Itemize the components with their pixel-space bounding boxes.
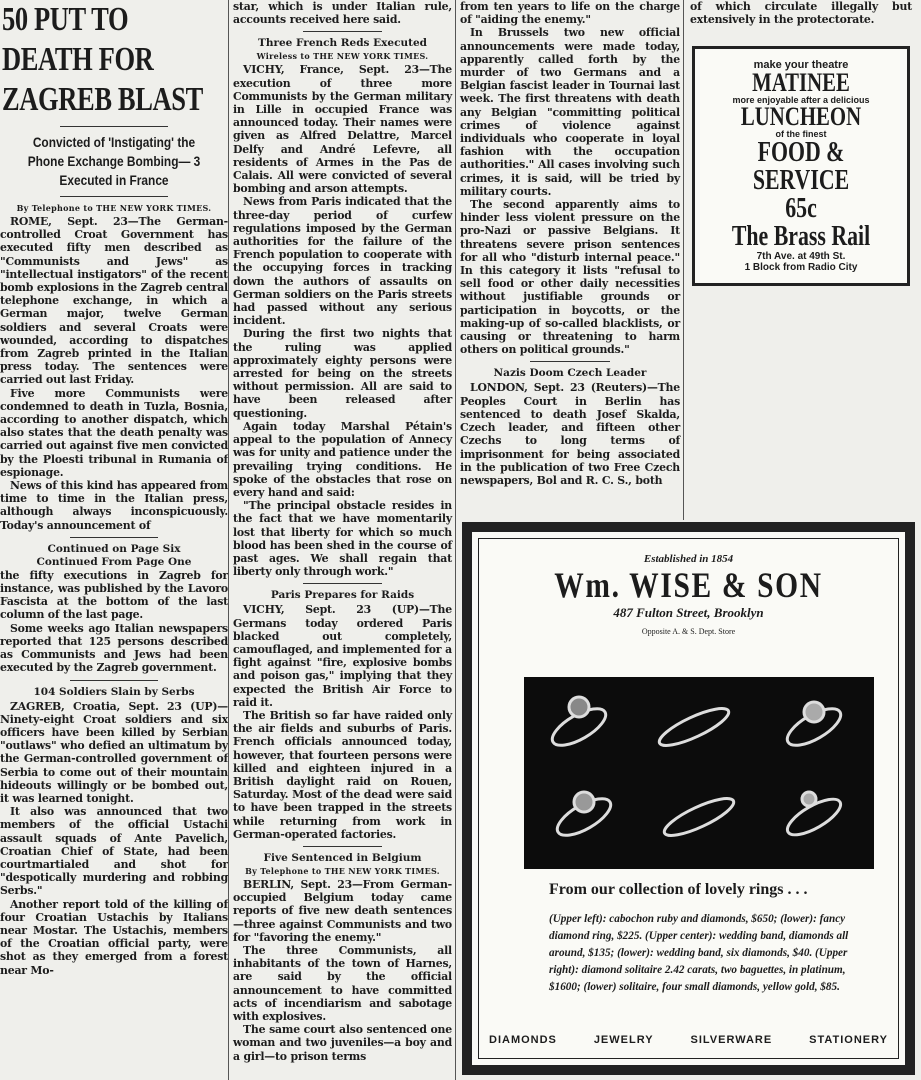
paragraph: The second apparently aims to hinder less violent pressure on the pro-Nazi or passive Belgians. It threatens severe prison sentences for all who "disturb internal peace." In this category it lists "refusal to sell food or other daily necessities without justifiable grounds or participation in boycotts, or the making-up of so-called blacklists, or causing or threatening to harm others on political grounds." <box>460 198 680 357</box>
subhead: Five Sentenced in Belgium <box>263 851 422 864</box>
ad-line: of the finest <box>775 129 827 139</box>
divider <box>70 537 158 538</box>
paragraph: ZAGREB, Croatia, Sept. 23 (UP)—Ninety-eight Croat soldiers and six officers have been killed by Serbian "outlaws" who defied an ultimatum by the German-controlled government of Serbia to come out of their mountain hideouts willingly or be bombed out, it was learned tonight. <box>0 699 228 805</box>
paragraph: The three Communists, all inhabitants of the town of Harnes, are said by the official announcement to have committed acts of incendiarism and sabotage with explosives. <box>233 944 452 1024</box>
paragraph: News of this kind has appeared from time to time in the Italian press, although always inconspicuously. Today's announcement of <box>0 479 228 532</box>
footer-item: DIAMONDS <box>489 1034 557 1046</box>
paragraph: ROME, Sept. 23—The German-controlled Croat Government has executed fifty men described as "Communists and Jews" as "intellectual instigators" of the recent bomb explosions in the Zagreb central telephone exchange, in which a German major, twelve German soldiers and several Croats were wounded, according to dispatches from Zagreb printed in the Italian press today. The sentences were carried out last Friday. <box>0 215 228 387</box>
subhead: Three French Reds Executed <box>258 37 427 50</box>
ad-line: make your theatre <box>753 59 849 71</box>
ad-brand: The Brass Rail <box>731 221 871 252</box>
divider <box>70 680 158 681</box>
paragraph: of which circulate illegally but extensively in the protectorate. <box>690 0 912 27</box>
divider <box>60 126 168 127</box>
paragraph: LONDON, Sept. 23 (Reuters)—The Peoples Court in Berlin has sentenced to death Josef Skalda, Czech leader, and fifteen other Czechs to long terms of imprisonment for being associated in the publication of two Free Czech newspapers, Bol and R. C. S., both <box>460 381 680 487</box>
headline-text: 50 PUT TO DEATH FOR ZAGREB BLAST <box>2 1 203 118</box>
footer-item: JEWELRY <box>593 1034 654 1046</box>
paragraph: Another report told of the killing of four Croatian Ustachis by Italians near Mostar. The Ustachis, members of the Croatian official party, were shot as they emerged from a forest near Mo- <box>0 897 228 977</box>
column-3 <box>457 0 684 520</box>
paragraph: the fifty executions in Zagreb for instance, was published by the Lavoro Fascista at the bottom of the last column of the last page. <box>0 568 228 622</box>
rings-icon <box>524 677 874 869</box>
credit: Wireless to THE NEW YORK TIMES. <box>256 51 429 62</box>
ad-line: MATINEE <box>752 68 850 97</box>
divider <box>303 583 382 584</box>
credit: By Telephone to THE NEW YORK TIMES. <box>245 865 440 876</box>
ad-price: 65c <box>785 193 817 224</box>
credit: By Telephone to THE NEW YORK TIMES. <box>16 203 212 213</box>
paragraph: Again today Marshal Pétain's appeal to the population of Annecy was for unity and patience under the prevailing trying conditions. He spoke of the obstacles that rose on every hand and said: <box>233 419 452 499</box>
paragraph: During the first two nights that the ruling was applied approximately eighty persons were arrested for being on the streets without permission. All are said to have been released after questioning. <box>233 327 452 420</box>
paragraph: The British so far have raided only the air fields and suburbs of Paris. French officials announced today, however, that fourteen persons were killed and eighteen injured in a British daylight raid on Rouen, Saturday. Most of the dead were said to have been trapped in the streets while returning from work in German-operated factories. <box>233 708 452 841</box>
paragraph: VICHY, Sept. 23 (UP)—The Germans today ordered Paris blacked out completely, camouflaged, and implemented for a fight against "fire, explosive bombs and poison gas," implying that they expected the British Air Force to raid it. <box>233 603 452 709</box>
ad-established: Established in 1854 <box>643 553 734 565</box>
paragraph: Five more Communists were condemned to death in Tuzla, Bosnia, according to another dispatch, which also states that the death penalty was carried out against five men convicted by the Ploesti tribunal in Rumania of espionage. <box>0 386 228 479</box>
paragraph: from ten years to life on the charge of "aiding the enemy." <box>460 0 680 27</box>
brass-rail-ad <box>692 46 910 286</box>
paragraph: News from Paris indicated that the three-day period of curfew regulations imposed by the German authorities for the failure of the French population to cooperate with the occupying forces in tracking down the authors of assaults on German soldiers on the Paris streets had passed without any serious incident. <box>233 195 452 328</box>
rings-photo <box>524 677 874 869</box>
subhead: Nazis Doom Czech Leader <box>493 367 647 380</box>
ad-location: 1 Block from Radio City <box>744 262 858 273</box>
divider <box>303 846 382 847</box>
ad-inner-frame <box>478 538 899 1059</box>
ad-description: (Upper left): cabochon ruby and diamonds, $650; (lower): fancy diamond ring, $225. (Upper center): wedding band, diamonds all around, $135; (lower): wedding band, six diamonds, $40. (Upper right): diamond solitaire 2.42 carats, two baguettes, in platinum, $1600; (lower) solitaire, four small diamonds, yellow gold, $85. <box>549 913 849 993</box>
column-2 <box>230 0 456 1080</box>
paragraph: BERLIN, Sept. 23—From German-occupied Belgium today came reports of five new death sentences —three against Communists and two for "favoring the enemy." <box>233 877 452 944</box>
continued-from: Continued From Page One <box>36 555 192 568</box>
ad-footer <box>489 1034 888 1046</box>
wise-son-ad <box>462 522 915 1075</box>
ad-address: 487 Fulton Street, Brooklyn <box>613 605 764 620</box>
ad-address: 7th Ave. at 49th St. <box>756 251 846 262</box>
footer-item: STATIONERY <box>809 1034 888 1046</box>
paragraph: star, which is under Italian rule, accounts received here said. <box>233 0 452 27</box>
paragraph: It also was announced that two members of the official Ustachi assault squads of Ante Pavelich, Croatian Chief of State, had been courtmartialed and shot for "despotically murdering and robbing Serbs." <box>0 805 228 898</box>
paragraph: In Brussels two new official announcements were made today, apparently called forth by the murder of two Germans and a Belgian fascist leader in Tournai last week. The first threatens with death any Belgian "committing political crimes of violence against individuals who cooperate in loyal fashion with the occupation authorities." All cases involving such crimes, it is said, will be tried by military courts. <box>460 26 680 198</box>
ad-opposite: Opposite A. & S. Dept. Store <box>641 627 736 636</box>
footer-item: SILVERWARE <box>690 1034 773 1046</box>
column-4-top <box>686 0 916 40</box>
continued-on: Continued on Page Six <box>47 542 181 555</box>
ad-brand: Wm. WISE & SON <box>554 565 823 605</box>
divider <box>530 361 610 362</box>
ad-line: FOOD & SERVICE <box>752 137 850 196</box>
deck: Convicted of 'Instigating' the Phone Exchange Bombing— 3 Executed in France <box>27 134 201 188</box>
paragraph: The same court also sentenced one woman and two juveniles—a boy and a girl—to prison terms <box>233 1023 452 1063</box>
ad-line: LUNCHEON <box>740 102 862 131</box>
column-1 <box>0 0 229 1080</box>
ad-tagline: From our collection of lovely rings . . . <box>549 881 808 898</box>
paragraph: "The principal obstacle resides in the fact that we have momentarily lost that liberty for which so much blood has been shed in the course of past ages. We shall regain that liberty only through work." <box>233 499 452 579</box>
divider <box>303 31 382 32</box>
subhead: Paris Prepares for Raids <box>270 589 415 602</box>
divider <box>60 196 168 197</box>
ad-line: more enjoyable after a delicious <box>732 95 870 105</box>
paragraph: VICHY, France, Sept. 23—The execution of three more Communists by the German military in Lille in occupied France was announced today. Their names were given as Alfred Delattre, Marcel Delfy and André Lefevre, all residents of Armes in the Pas de Calais. All were convicted of several bombing and arson attempts. <box>233 63 452 196</box>
subhead: 104 Soldiers Slain by Serbs <box>33 685 195 698</box>
headline <box>0 0 229 120</box>
paragraph: Some weeks ago Italian newspapers reported that 125 persons described as Communists and Jews had been executed by the Zagreb government. <box>0 621 228 675</box>
